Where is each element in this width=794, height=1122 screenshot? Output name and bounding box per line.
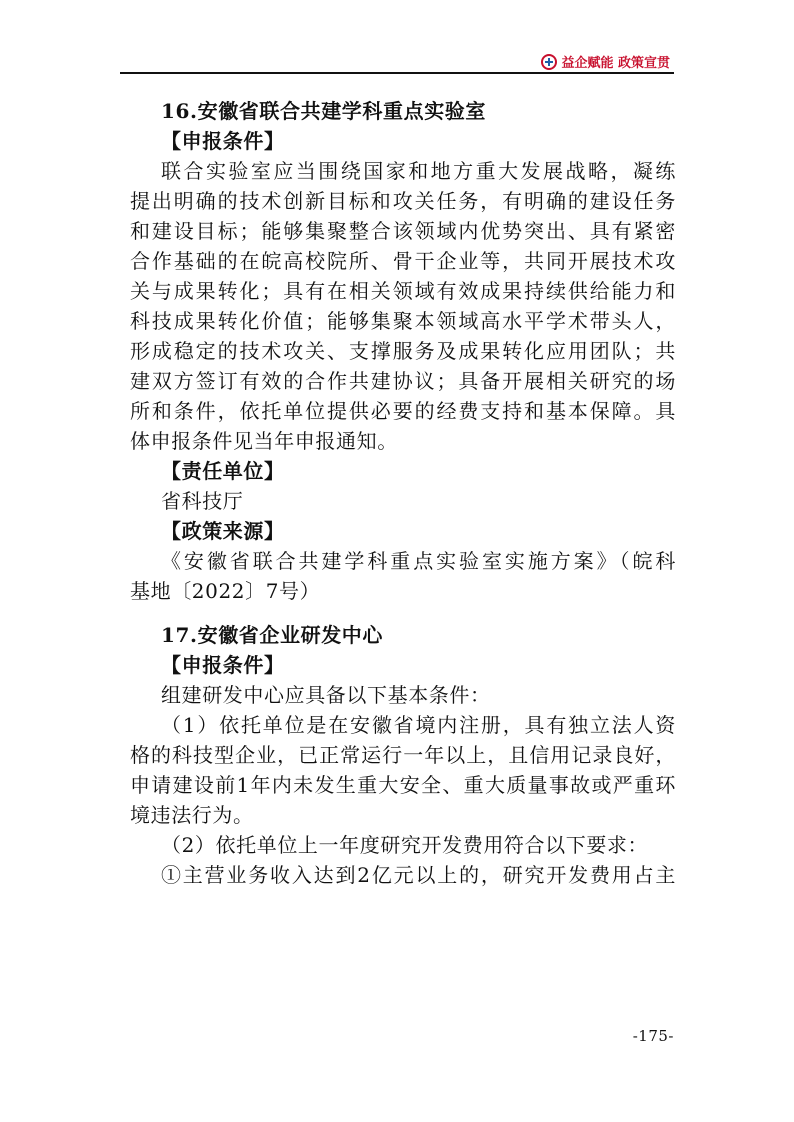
document-body xyxy=(130,96,676,890)
paragraph-line: 所和条件，依托单位提供必要的经费支持和基本保障。具 xyxy=(130,399,676,423)
paragraph-line: （1）依托单位是在安徽省境内注册，具有独立法人资 xyxy=(161,713,676,737)
section-16-apply-paragraph xyxy=(130,156,676,456)
paragraph-line: 基地〔2022〕7号） xyxy=(130,579,321,603)
paragraph-line: 提出明确的技术创新目标和攻关任务，有明确的建设任务 xyxy=(130,189,676,213)
header-brand xyxy=(541,52,670,71)
paragraph-line: 体申报条件见当年申报通知。 xyxy=(130,429,398,453)
paragraph-line: 申请建设前1年内未发生重大安全、重大质量事故或严重环 xyxy=(130,773,676,797)
section-17-title: 17.安徽省企业研发中心 xyxy=(161,623,383,647)
paragraph-line: 形成稳定的技术攻关、支撑服务及成果转化应用团队；共 xyxy=(130,339,676,363)
section-17-intro: 组建研发中心应具备以下基本条件： xyxy=(161,683,491,707)
section-17-apply-heading: 【申报条件】 xyxy=(161,653,285,677)
section-16-unit-heading: 【责任单位】 xyxy=(161,459,285,483)
header-divider xyxy=(120,72,674,74)
section-17-condition-2-item-1: ①主营业务收入达到2亿元以上的，研究开发费用占主 xyxy=(161,863,676,887)
paragraph-line: 合作基础的在皖高校院所、骨干企业等，共同开展技术攻 xyxy=(130,249,676,273)
company-logo-icon xyxy=(541,54,557,70)
paragraph-line: 联合实验室应当围绕国家和地方重大发展战略，凝练 xyxy=(161,159,676,183)
section-17-condition-2: （2）依托单位上一年度研究开发费用符合以下要求： xyxy=(161,833,649,857)
paragraph-line: 关与成果转化；具有在相关领域有效成果持续供给能力和 xyxy=(130,279,676,303)
paragraph-line: 和建设目标；能够集聚整合该领域内优势突出、具有紧密 xyxy=(130,219,676,243)
paragraph-line: 科技成果转化价值；能够集聚本领域高水平学术带头人， xyxy=(130,309,676,333)
paragraph-line: 建双方签订有效的合作共建协议；具备开展相关研究的场 xyxy=(130,369,676,393)
section-16-unit: 省科技厅 xyxy=(161,489,244,513)
paragraph-line: 格的科技型企业，已正常运行一年以上，且信用记录良好， xyxy=(130,743,676,767)
section-16-source-paragraph xyxy=(130,546,676,606)
paragraph-line: 《安徽省联合共建学科重点实验室实施方案》（皖科 xyxy=(161,549,676,573)
section-17-condition-1 xyxy=(130,710,676,830)
paragraph-line: 境违法行为。 xyxy=(130,803,254,827)
section-16-apply-heading: 【申报条件】 xyxy=(161,129,285,153)
header-brand-text: 益企赋能 政策宣贯 xyxy=(561,56,670,71)
page-number: -175- xyxy=(632,1027,674,1045)
section-16-source-heading: 【政策来源】 xyxy=(161,519,285,543)
section-16-title: 16.安徽省联合共建学科重点实验室 xyxy=(161,99,486,123)
